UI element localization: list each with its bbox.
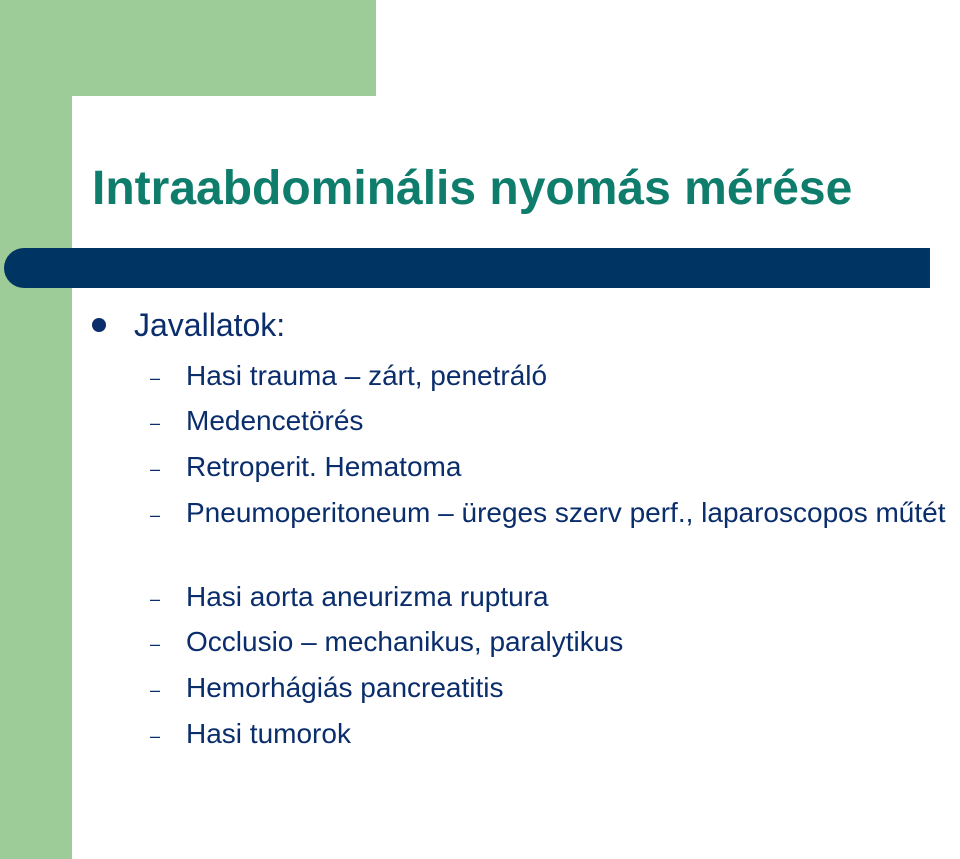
dash-icon: – [150, 413, 161, 433]
dash-icon: – [150, 726, 161, 746]
list-item-text: Medencetörés [186, 405, 364, 436]
bullet-dot-icon [92, 318, 106, 332]
list-item [150, 671, 960, 705]
list-item-text: Hasi trauma – zárt, penetráló [186, 360, 548, 391]
list-item-text: Hasi tumorok [186, 718, 351, 749]
dash-icon: – [150, 680, 161, 700]
dash-icon: – [150, 368, 161, 388]
list-item [150, 496, 960, 530]
list-item-text: Retroperit. Hematoma [186, 451, 462, 482]
bullet-javallatok-label: Javallatok: [134, 307, 286, 343]
dash-icon: – [150, 634, 161, 654]
list-item-text: Hasi aorta aneurizma ruptura [186, 581, 549, 612]
dash-icon: – [150, 459, 161, 479]
list-item [150, 625, 960, 659]
list-item-text: Pneumoperitoneum – üreges szerv perf., laparoscopos műtét [186, 497, 946, 528]
list-item [150, 580, 960, 614]
list-item [150, 717, 960, 751]
dash-icon: – [150, 589, 161, 609]
dash-icon: – [150, 505, 161, 525]
slide-title: Intraabdominális nyomás mérése [92, 162, 853, 215]
list-item [150, 404, 960, 438]
list-item-text: Hemorhágiás pancreatitis [186, 672, 504, 703]
list-item [150, 359, 960, 393]
bullet-javallatok [92, 306, 285, 344]
list-item [150, 450, 960, 484]
list-item-text: Occlusio – mechanikus, paralytikus [186, 626, 624, 657]
